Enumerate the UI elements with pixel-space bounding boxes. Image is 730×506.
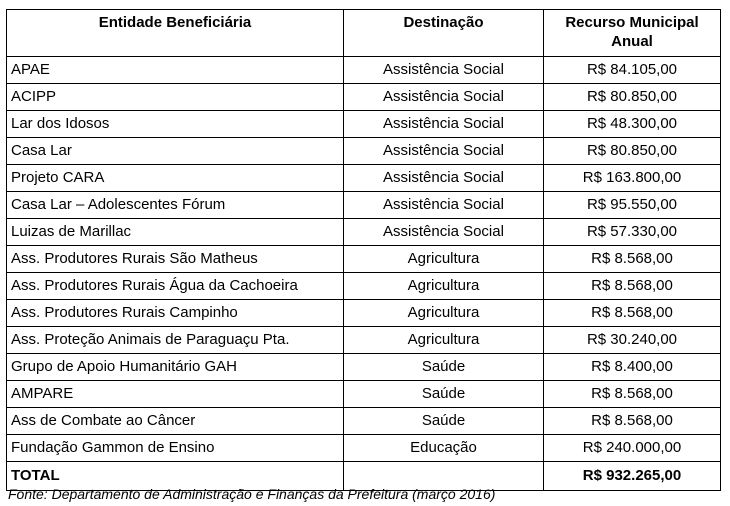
cell-destinacao: Saúde <box>344 408 544 435</box>
cell-destinacao: Assistência Social <box>344 111 544 138</box>
cell-destinacao: Assistência Social <box>344 192 544 219</box>
table-row <box>7 435 721 462</box>
cell-recurso: R$ 8.568,00 <box>544 300 721 327</box>
table-row <box>7 84 721 111</box>
cell-entidade: Fundação Gammon de Ensino <box>7 435 344 462</box>
cell-recurso: R$ 48.300,00 <box>544 111 721 138</box>
cell-recurso: R$ 8.568,00 <box>544 408 721 435</box>
cell-recurso: R$ 80.850,00 <box>544 138 721 165</box>
cell-destinacao: Assistência Social <box>344 219 544 246</box>
cell-recurso: R$ 8.568,00 <box>544 381 721 408</box>
table-row <box>7 300 721 327</box>
beneficiary-table <box>6 9 721 491</box>
cell-entidade: Ass. Produtores Rurais Campinho <box>7 300 344 327</box>
total-label: TOTAL <box>7 462 344 491</box>
cell-destinacao: Agricultura <box>344 327 544 354</box>
cell-entidade: Lar dos Idosos <box>7 111 344 138</box>
table-row <box>7 57 721 84</box>
header-entidade: Entidade Beneficiária <box>7 10 344 57</box>
table-row <box>7 354 721 381</box>
cell-destinacao: Agricultura <box>344 246 544 273</box>
cell-recurso: R$ 163.800,00 <box>544 165 721 192</box>
header-destinacao: Destinação <box>344 10 544 57</box>
table-row <box>7 192 721 219</box>
table-row <box>7 111 721 138</box>
cell-entidade: APAE <box>7 57 344 84</box>
cell-destinacao: Assistência Social <box>344 138 544 165</box>
table-row <box>7 408 721 435</box>
cell-destinacao: Assistência Social <box>344 57 544 84</box>
cell-entidade: AMPARE <box>7 381 344 408</box>
cell-recurso: R$ 8.568,00 <box>544 273 721 300</box>
cell-entidade: Casa Lar – Adolescentes Fórum <box>7 192 344 219</box>
cell-destinacao: Saúde <box>344 381 544 408</box>
table-row <box>7 165 721 192</box>
cell-entidade: ACIPP <box>7 84 344 111</box>
header-recurso: Recurso Municipal Anual <box>544 10 721 57</box>
cell-destinacao: Assistência Social <box>344 84 544 111</box>
table-row <box>7 219 721 246</box>
cell-recurso: R$ 8.568,00 <box>544 246 721 273</box>
table-row <box>7 327 721 354</box>
cell-entidade: Ass. Produtores Rurais São Matheus <box>7 246 344 273</box>
cell-recurso: R$ 8.400,00 <box>544 354 721 381</box>
cell-recurso: R$ 84.105,00 <box>544 57 721 84</box>
cell-entidade: Ass de Combate ao Câncer <box>7 408 344 435</box>
cell-entidade: Ass. Proteção Animais de Paraguaçu Pta. <box>7 327 344 354</box>
cell-destinacao: Agricultura <box>344 300 544 327</box>
cell-entidade: Grupo de Apoio Humanitário GAH <box>7 354 344 381</box>
table-row <box>7 273 721 300</box>
cell-entidade: Projeto CARA <box>7 165 344 192</box>
cell-recurso: R$ 57.330,00 <box>544 219 721 246</box>
cell-recurso: R$ 80.850,00 <box>544 84 721 111</box>
cell-entidade: Casa Lar <box>7 138 344 165</box>
cell-entidade: Ass. Produtores Rurais Água da Cachoeira <box>7 273 344 300</box>
header-row <box>7 10 721 57</box>
cell-destinacao: Agricultura <box>344 273 544 300</box>
cell-recurso: R$ 95.550,00 <box>544 192 721 219</box>
total-value: R$ 932.265,00 <box>544 462 721 491</box>
cell-recurso: R$ 240.000,00 <box>544 435 721 462</box>
table-row <box>7 138 721 165</box>
cell-recurso: R$ 30.240,00 <box>544 327 721 354</box>
table-row <box>7 381 721 408</box>
table-row <box>7 246 721 273</box>
cell-destinacao: Educação <box>344 435 544 462</box>
cell-destinacao: Saúde <box>344 354 544 381</box>
cell-destinacao: Assistência Social <box>344 165 544 192</box>
source-note: Fonte: Departamento de Administração e Finanças da Prefeitura (março 2016) <box>8 486 496 502</box>
cell-entidade: Luizas de Marillac <box>7 219 344 246</box>
